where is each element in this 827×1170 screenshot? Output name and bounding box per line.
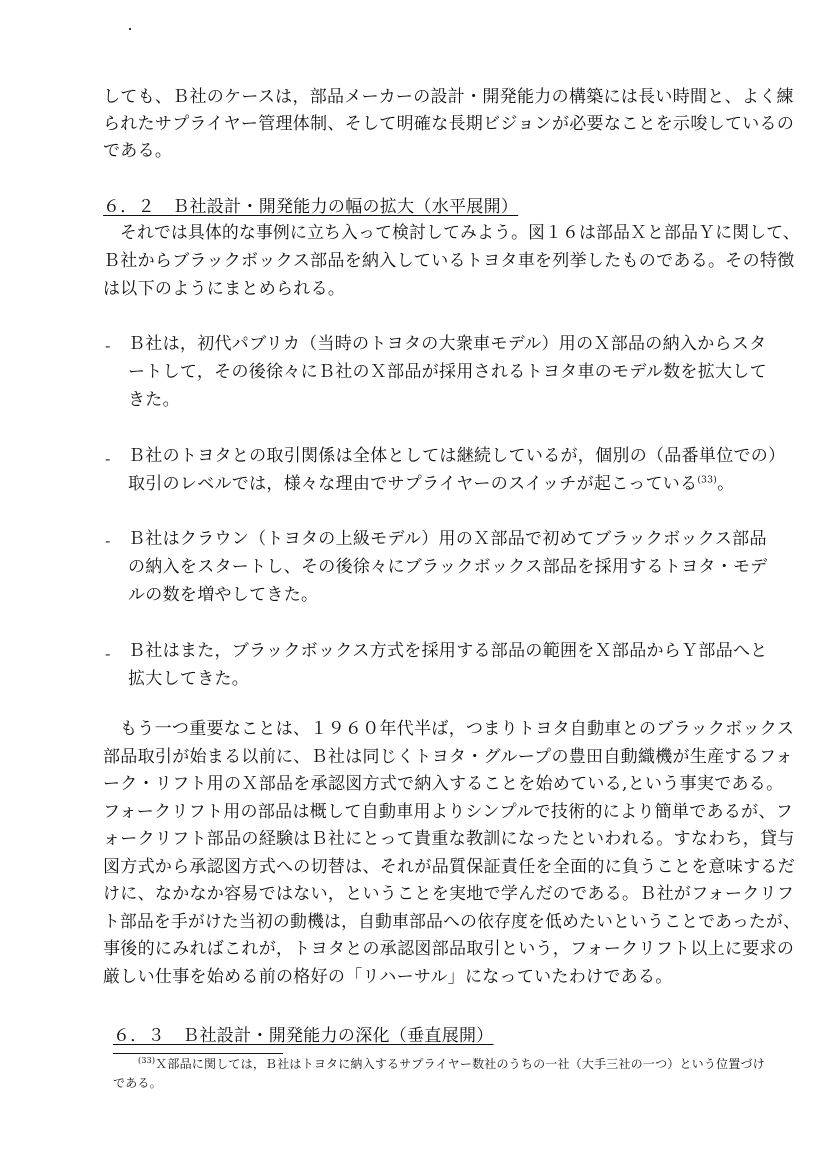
bullet-2-line-2: 取引のレベルでは，様々な理由でサプライヤーのスイッチが起こっている$^{(33)}$。 [128,474,735,494]
paragraph-2-line-5: ォークリフト部品の経験はＢ社にとって貴重な教訓になったといわれる。すなわち，貸与 [103,829,795,849]
bullet-1-line-3: きた。 [128,390,180,410]
paragraph-2-line-6: 図方式から承認図方式への切替は、それが品質保証責任を全面的に負うことを意味するだ [103,857,795,877]
intro-line-2: られたサプライヤー管理体制、そして明確な長期ビジョンが必要なことを示唆しているの [103,114,795,134]
footnote-marker: (33) [138,1056,156,1065]
section-6-2-heading: ６．２ Ｂ社設計・開発能力の幅の拡大（水平展開） [103,197,519,217]
paragraph-2-line-9: 事後的にみればこれが，トヨタとの承認図部品取引という，フォークリフト以上に要求の [103,939,795,959]
bullet-2-line-1: Ｂ社のトヨタとの取引関係は全体としては継続しているが，個別の（品番単位での） [128,446,786,466]
section-6-2-line-2: Ｂ社からブラックボックス部品を納入しているトヨタ車を列挙したものである。その特徴 [103,251,795,271]
bullet-3-line-3: ルの数を増やしてきた。 [128,585,319,605]
bullet-marker: - [105,531,111,550]
paragraph-2-line-10: 厳しい仕事を始める前の格好の「リハーサル」になっていたわけである。 [103,967,673,987]
bullet-1-line-2: ートして，その後徐々にＢ社のＸ部品が採用されるトヨタ車のモデル数を拡大して [128,362,767,382]
bullet-marker: - [105,336,111,355]
section-6-2-line-1: それでは具体的な事例に立ち入って検討してみよう。図１６は部品Ｘと部品Ｙに関して、 [120,223,800,243]
section-6-2-line-3: は以下のようにまとめられる。 [103,279,346,299]
paragraph-2-line-3: ーク・リフト用のＸ部品を承認図方式で納入することを始めている,という事実である。 [103,774,784,794]
bullet-marker: - [105,644,111,663]
bullet-4-line-2: 拡大してきた。 [128,669,250,689]
footnote-reference: (33) [697,475,718,486]
section-6-3-heading: ６．３ Ｂ社設計・開発能力の深化（垂直展開） [113,1026,494,1046]
paragraph-2-line-7: けに、なかなか容易ではない，ということを実地で学んだのである。Ｂ社がフォークリフ [103,884,795,904]
bullet-marker: - [105,449,111,468]
intro-line-1: しても、Ｂ社のケースは，部品メーカーの設計・開発能力の構築には長い時間と、よく練 [103,87,794,107]
bullet-1-line-1: Ｂ社は，初代パブリカ（当時のトヨタの大衆車モデル）用のＸ部品の納入からスタ [128,334,767,354]
footnote-line-2: である。 [113,1076,162,1090]
paragraph-2-line-2: 部品取引が始まる以前に、Ｂ社は同じくトヨタ・グループの豊田自動織機が生産するフォ [103,747,793,767]
scan-speck [129,28,131,30]
bullet-3-line-2: の納入をスタートし、その後徐々にブラックボックス部品を採用するトヨタ・モデ [128,557,768,577]
paragraph-2-line-1: もう一つ重要なことは、１９６０年代半ば，つまりトヨタ自動車とのブラックボックス [120,719,795,739]
intro-line-3: である。 [103,141,173,161]
footnote-rule [113,1053,283,1054]
bullet-3-line-1: Ｂ社はクラウン（トヨタの上級モデル）用のＸ部品で初めてブラックボックス部品 [128,529,767,549]
paragraph-2-line-4: フォークリフト用の部品は概して自動車用よりシンプルで技術的により簡単であるが、フ [103,802,794,822]
bullet-4-line-1: Ｂ社はまた，ブラックボックス方式を採用する部品の範囲をＸ部品からＹ部品へと [128,641,768,661]
paragraph-2-line-8: ト部品を手がけた当初の動機は，自動車部品への依存度を低めたいということであったが、 [103,912,801,932]
footnote-line-1: $^{(33)}$Ｘ部品に関しては，Ｂ社はトヨタに納入するサプライヤー数社のうちの一社（大手三社の一つ）という位置づけ [138,1056,765,1071]
